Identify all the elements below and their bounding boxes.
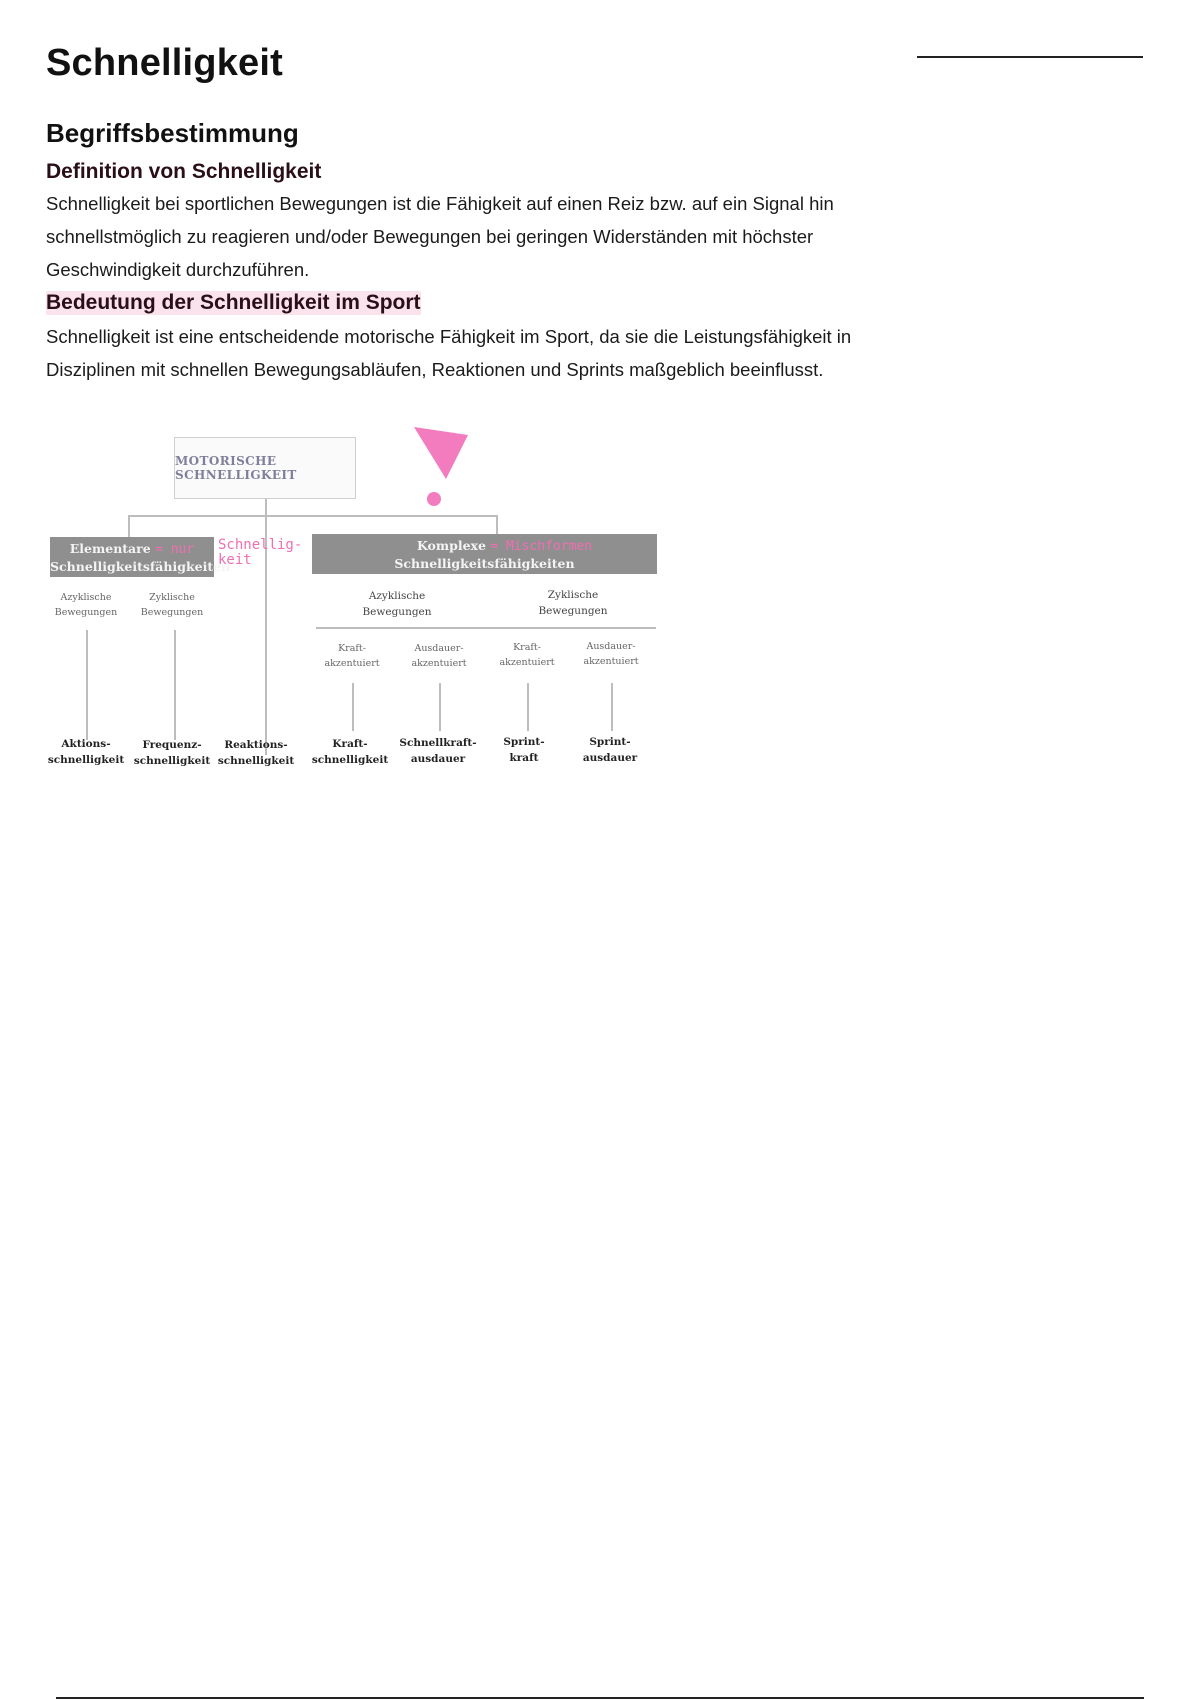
complex-label-1: Komplexe	[416, 537, 486, 553]
section-heading: Begriffsbestimmung	[46, 118, 299, 148]
leaf-node: Frequenz- schnelligkeit	[133, 739, 211, 767]
elementary-sub-node: Zyklische Bewegungen	[140, 592, 204, 618]
complex-sub-node: Azyklische Bewegungen	[362, 590, 432, 618]
exclamation-icon	[406, 421, 476, 521]
speed-classification-diagram	[46, 425, 666, 775]
elementary-category-box	[50, 537, 231, 577]
complex-third-node: Kraft- akzentuiert	[499, 642, 555, 668]
leaf-node: Kraft- schnelligkeit	[311, 738, 389, 766]
page-title: Schnelligkeit	[46, 42, 284, 84]
leaf-node: Sprint- kraft	[503, 736, 545, 764]
complex-label-2: Schnelligkeitsfähigkeiten	[394, 555, 575, 571]
elementary-label-1: Elementare	[69, 540, 151, 556]
footer-rule	[56, 1697, 1144, 1699]
definition-heading: Definition von Schnelligkeit	[46, 160, 322, 183]
definition-text: Schnelligkeit bei sportlichen Bewegungen ist die Fähigkeit auf einen Reiz bzw. auf ein Signal hin schnellstmöglich zu reagieren und/oder Bewegungen bei geringen Widerständen mit höchster Geschwindigkeit durchzuführen.	[46, 193, 834, 280]
leaf-node: Schnellkraft- ausdauer	[399, 737, 477, 765]
diagram-root-node: MOTORISCHE SCHNELLIGKEIT	[174, 437, 356, 499]
header-rule	[917, 56, 1143, 58]
importance-heading: Bedeutung der Schnelligkeit im Sport	[46, 291, 421, 314]
leaf-node: Sprint- ausdauer	[582, 736, 638, 764]
elementary-label-2: Schnelligkeitsfähigkeiten	[50, 558, 231, 574]
leaf-node: Reaktions- schnelligkeit	[217, 739, 295, 767]
elementary-sub-node: Azyklische Bewegungen	[54, 592, 118, 618]
complex-third-node: Ausdauer- akzentuiert	[411, 643, 467, 669]
complex-third-node: Ausdauer- akzentuiert	[583, 641, 639, 667]
complex-sub-node: Zyklische Bewegungen	[538, 589, 608, 617]
elementary-note: = nur	[155, 541, 195, 557]
leaf-node: Aktions- schnelligkeit	[47, 738, 125, 766]
complex-note: = Mischformen	[490, 538, 593, 554]
importance-text: Schnelligkeit ist eine entscheidende motorische Fähigkeit im Sport, da sie die Leistungsfähigkeit in Disziplinen mit schnellen Bewegungsabläufen, Reaktionen und Sprints maßgeblich beeinflusst.	[46, 326, 852, 380]
complex-third-node: Kraft- akzentuiert	[324, 643, 380, 669]
complex-category-box	[312, 534, 657, 574]
elementary-handwritten-note: Schnellig- keit	[218, 537, 303, 568]
